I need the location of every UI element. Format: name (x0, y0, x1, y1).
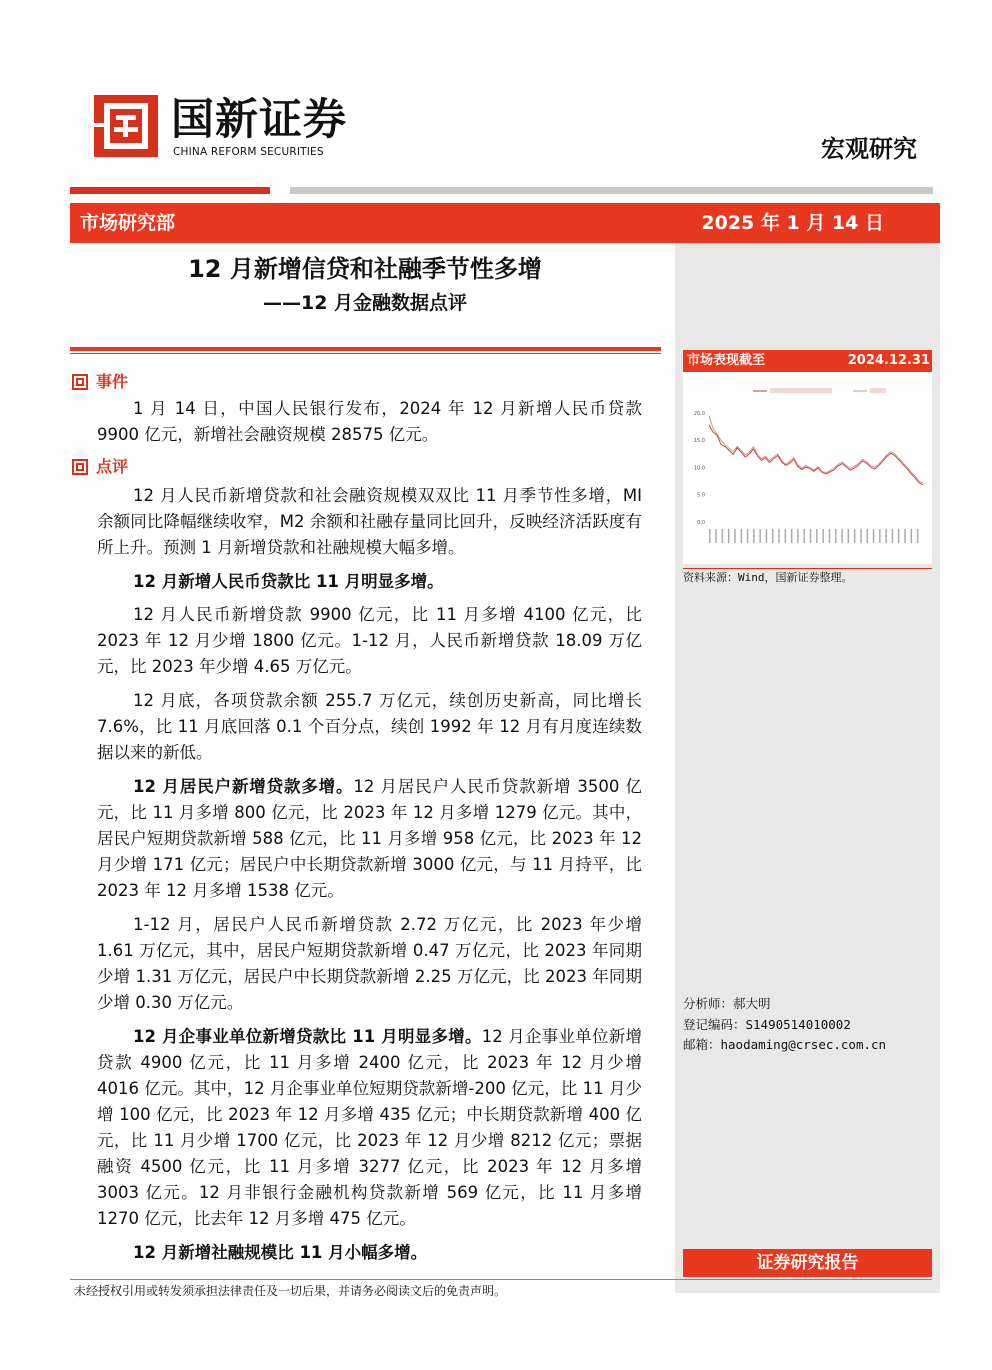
analyst-registration: 登记编码：S1490514010002 (683, 1017, 851, 1032)
market-performance-date: 2024.12.31 (847, 353, 930, 368)
x-tick-label-32 (911, 529, 913, 543)
x-tick-label-29 (892, 529, 894, 543)
analyst-email[interactable]: 邮箱：haodaming@crsec.com.cn (683, 1037, 887, 1052)
company-logo-icon (94, 95, 158, 157)
x-tick-label-2 (722, 529, 724, 543)
x-tick-label-3 (728, 529, 730, 543)
x-tick-label-23 (854, 529, 856, 543)
x-tick-label-12 (785, 529, 787, 543)
comment-section-icon (72, 459, 88, 475)
x-tick-label-19 (829, 529, 831, 543)
x-axis-ticks (709, 529, 918, 543)
social-financing-heading (97, 1240, 642, 1266)
x-tick-label-0 (709, 529, 711, 543)
y-tick-label-4: 0.0 (697, 520, 705, 526)
department-label: 市场研究部 (80, 212, 176, 234)
comment-summary: 12 月人民币新增贷款和社会融资规模双双比 11 月季节性多增，MI 余额同比降幅继续收窄，M2 余额和社融存量同比回升，反映经济活跃度有所上升。预测 1 月新增贷款和社融规模大幅多增。 (97, 486, 642, 557)
social-financing-heading-text: 12 月新增社融规模比 11 月小幅多增。 (133, 1243, 428, 1262)
x-tick-label-20 (835, 529, 837, 543)
household-heading: 12 月居民户新增贷款多增。 (133, 777, 354, 796)
household-annual-paragraph: 1-12 月，居民户人民币新增贷款 2.72 万亿元，比 2023 年少增 1.61 万亿元，其中，居民户短期贷款新增 0.47 万亿元，比 2023 年同期少增 1.31 万亿元，居民户中长期贷款新增 2.25 万亿元，比 2023 年同期少增 0.30 万亿元。 (97, 915, 642, 1012)
report-label: 证券研究报告 (756, 1253, 859, 1273)
market-chart-svg (683, 372, 932, 564)
x-tick-label-22 (848, 529, 850, 543)
legend-text-series-1 (770, 388, 832, 393)
y-tick-label-0: 20.0 (693, 410, 705, 417)
report-subtitle: ——12 月金融数据点评 (262, 292, 468, 314)
x-tick-label-24 (860, 529, 862, 543)
disclaimer: 未经授权引用或转发须承担法律责任及一切后果，并请务必阅读文后的免责声明。 (74, 1284, 507, 1298)
x-tick-label-8 (759, 529, 761, 543)
company-name-en: CHINA REFORM SECURITIES (173, 146, 324, 158)
report-date: 2025 年 1 月 14 日 (701, 212, 884, 234)
event-heading: 事件 (96, 372, 129, 391)
x-tick-label-5 (741, 529, 743, 543)
chart-source: 资料来源：Wind，国新证券整理。 (683, 571, 853, 584)
x-tick-label-30 (898, 529, 900, 543)
x-tick-label-13 (791, 529, 793, 543)
x-tick-label-28 (885, 529, 887, 543)
analyst-name: 分析师：郝大明 (683, 996, 771, 1011)
x-tick-label-11 (778, 529, 780, 543)
x-tick-label-4 (734, 529, 736, 543)
x-tick-label-21 (841, 529, 843, 543)
enterprise-heading: 12 月企事业单位新增贷款比 11 月明显多增。 (133, 1027, 482, 1046)
y-tick-label-3: 5.0 (697, 492, 705, 499)
company-name-cn: 国新证券 (171, 95, 347, 145)
chart-series (709, 416, 923, 485)
enterprise-body: 12 月企事业单位新增贷款 4900 亿元，比 11 月多增 2400 亿元，比 2023 年 12 月少增 4016 亿元。其中，12 月企事业单位短期贷款新增-200 亿元，比 11 月少增 100 亿元，比 2023 年 12 月多增 435 亿元；中长期贷款新增 400 亿元，比 11 月少增 1700 亿元，比 2023 年 12 月少增 8212 亿元；票据融资 4500 亿元，比 11 月多增 3277 亿元，比 2023 年 12 月多增 3003 亿元。12 月非银行金融机构贷款新增 569 亿元，比 11 月多增 1270 亿元，比去年 12 月多增 475 亿元。 (97, 1027, 643, 1228)
report-type: 宏观研究 (821, 135, 917, 163)
loan-balance-paragraph: 12 月底，各项贷款余额 255.7 万亿元，续创历史新高，同比增长 7.6%，比 11 月底回落 0.1 个百分点，续创 1992 年 12 月有月度连续数据以来的新低。 (97, 691, 642, 762)
x-tick-label-1 (715, 529, 717, 543)
comment-heading: 点评 (96, 457, 129, 476)
x-tick-label-27 (879, 529, 881, 543)
x-tick-label-31 (904, 529, 906, 543)
series-line-1 (709, 425, 923, 485)
market-performance-chart (683, 372, 932, 564)
enterprise-paragraph (97, 1024, 642, 1232)
series-line-2 (709, 416, 923, 484)
x-tick-label-26 (873, 529, 875, 543)
header-rule-gray (290, 187, 933, 194)
y-axis-ticks (694, 411, 705, 526)
x-tick-label-6 (747, 529, 749, 543)
loans-heading (97, 569, 642, 595)
loans-heading-text: 12 月新增人民币贷款比 11 月明显多增。 (133, 572, 444, 591)
title-rule-thin (70, 353, 661, 354)
header-rule-red (70, 187, 270, 194)
household-body: 12 月居民户人民币贷款新增 3500 亿元，比 11 月多增 800 亿元，比 2023 年 12 月多增 1279 亿元。其中，居民户短期贷款新增 588 亿元，比 11 月多增 958 亿元，比 2023 年 12 月少增 171 亿元；居民户中长期贷款新增 3000 亿元，与 11 月持平，比 2023 年 12 月多增 1538 亿元。 (97, 777, 642, 900)
x-tick-label-25 (867, 529, 869, 543)
event-section-icon (72, 374, 88, 390)
legend-text-series-2 (870, 388, 886, 393)
x-tick-label-18 (822, 529, 824, 543)
y-tick-label-2: 10.0 (693, 465, 705, 472)
market-performance-label: 市场表现截至 (687, 353, 766, 368)
x-tick-label-16 (810, 529, 812, 543)
x-tick-label-7 (753, 529, 755, 543)
x-tick-label-14 (797, 529, 799, 543)
x-tick-label-17 (816, 529, 818, 543)
x-tick-label-10 (772, 529, 774, 543)
x-tick-label-33 (917, 529, 919, 543)
event-body: 1 月 14 日，中国人民银行发布，2024 年 12 月新增人民币贷款 9900 亿元，新增社会融资规模 28575 亿元。 (97, 399, 642, 444)
x-tick-label-9 (766, 529, 768, 543)
x-tick-label-15 (804, 529, 806, 543)
title-rule-thick (70, 347, 661, 351)
loans-paragraph: 12 月人民币新增贷款 9900 亿元，比 11 月多增 4100 亿元，比 2023 年 12 月少增 1800 亿元。1-12 月，人民币新增贷款 18.09 万亿元，比 2023 年少增 4.65 万亿元。 (97, 605, 642, 676)
chart-legend (753, 388, 886, 393)
chart-rule (683, 568, 932, 569)
household-paragraph (97, 774, 642, 904)
report-title: 12 月新增信贷和社融季节性多增 (188, 255, 542, 283)
y-tick-label-1: 15.0 (693, 438, 705, 445)
footer-rule (70, 1279, 932, 1280)
